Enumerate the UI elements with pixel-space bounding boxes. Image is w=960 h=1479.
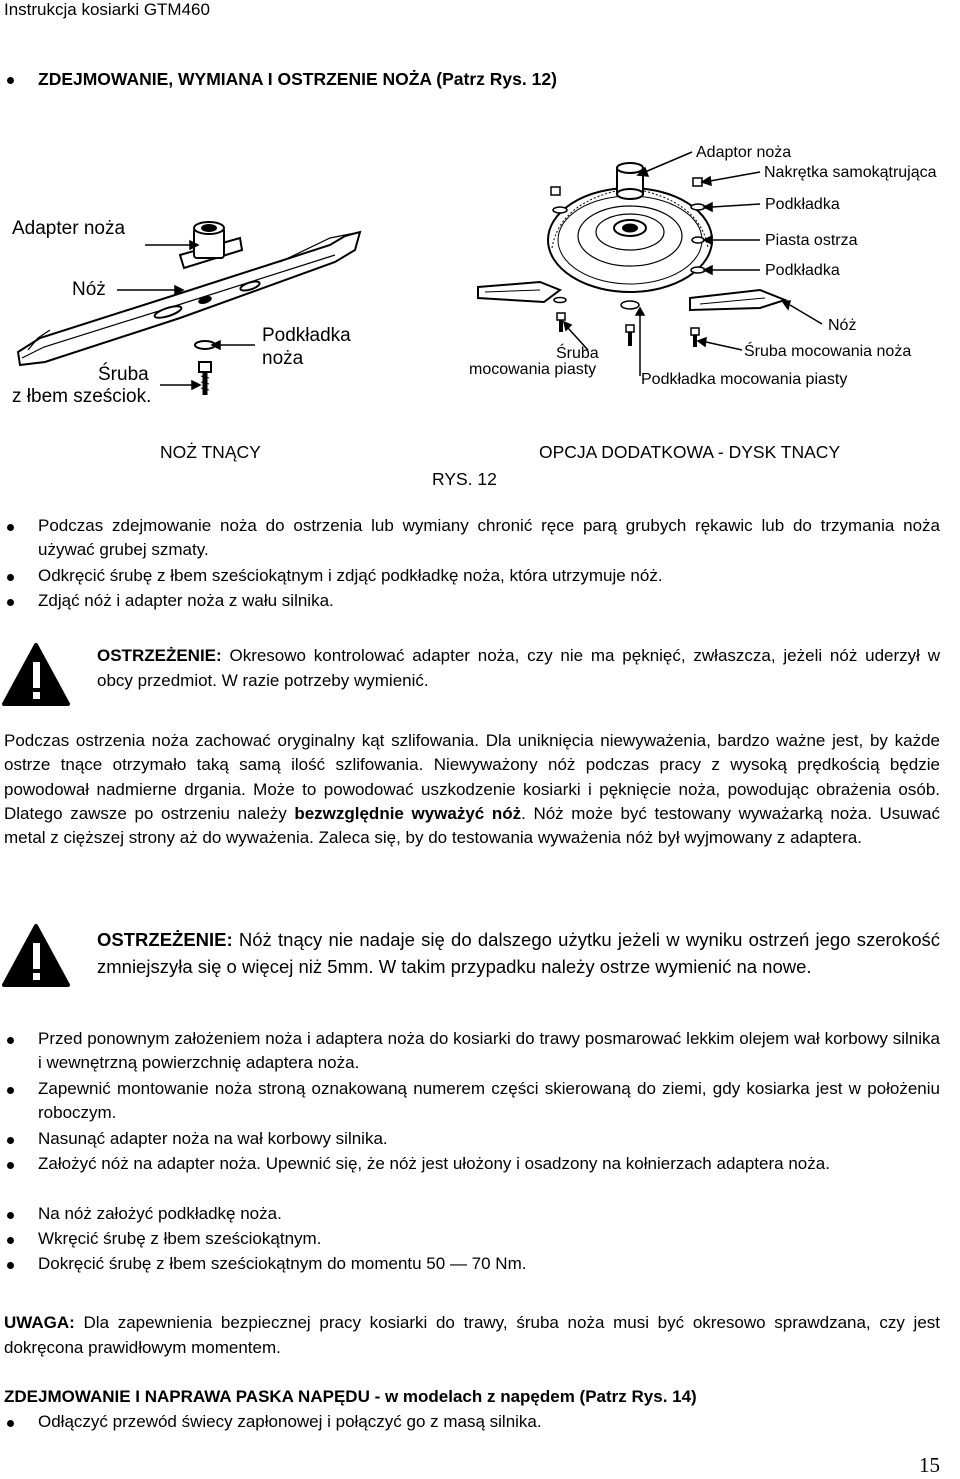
- label-podkladka-mid: Podkładka: [765, 262, 840, 279]
- bullet: [7, 1212, 14, 1219]
- label-adapter: Adapter noża: [12, 218, 126, 239]
- bullet: [7, 1162, 14, 1169]
- bullet: [7, 1137, 14, 1144]
- label-podkladka-2: noża: [262, 348, 304, 369]
- bolt-drawing: [195, 341, 215, 395]
- bullet-text: Odłączyć przewód świecy zapłonowej i połączyć go z masą silnika.: [38, 1412, 542, 1431]
- bullet: [7, 1037, 14, 1044]
- bullet-text: Na nóż założyć podkładkę noża.: [38, 1204, 282, 1223]
- warning-triangle-icon: [2, 923, 82, 993]
- bullet-text: Wkręcić śrubę z łbem sześciokątnym.: [38, 1229, 322, 1248]
- bullet-text: Założyć nóż na adapter noża. Upewnić się, że nóż jest ułożony i osadzony na kołnierzach adaptera noża.: [38, 1154, 830, 1173]
- label-podkladka-piasty: Podkładka mocowania piasty: [641, 371, 848, 388]
- bold-emphasis: bezwzględnie wyważyć nóż: [294, 803, 522, 823]
- label-sruba-2: z łbem sześciok.: [12, 386, 152, 407]
- bullet-text: Zdjąć nóż i adapter noża z wału silnika.: [38, 591, 334, 610]
- bullet: [7, 599, 14, 606]
- bullet-text: Podczas zdejmowanie noża do ostrzenia lub wymiany chronić ręce parą grubych rękawic lub do trzymania noża używać grubej szmaty.: [38, 516, 940, 559]
- note-label: UWAGA:: [4, 1313, 75, 1332]
- bullet: [7, 1262, 14, 1269]
- page-number: 15: [919, 1453, 940, 1477]
- section-title: ZDEJMOWANIE I NAPRAWA PASKA NAPĘDU - w modelach z napędem (Patrz Rys. 14): [4, 1387, 697, 1406]
- bullet-text: Odkręcić śrubę z łbem sześciokątnym i zdjąć podkładkę noża, która utrzymuje nóż.: [38, 566, 663, 585]
- bullet: [7, 1237, 14, 1244]
- bullet-text: Dokręcić śrubę z łbem sześciokątnym do momentu 50 — 70 Nm.: [38, 1254, 527, 1273]
- warning-label: OSTRZEŻENIE:: [97, 646, 222, 665]
- note-text: UWAGA: Dla zapewnienia bezpiecznej pracy kosiarki do trawy, śruba noża musi być okresowo sprawdzana, czy jest dokręcona prawidłowym momentem.: [4, 1313, 940, 1357]
- label-podkladka: Podkładka: [262, 325, 351, 346]
- bullet-text: Przed ponownym założeniem noża i adaptera noża do kosiarki do trawy posmarować lekkim olejem wał korbowy silnika i wewnętrzną powierzchnię adaptera noża.: [38, 1029, 940, 1072]
- bullet: [7, 574, 14, 581]
- label-nakretka: Nakrętka samokątrująca: [764, 164, 937, 181]
- warning-text: OSTRZEŻENIE: Okresowo kontrolować adapter noża, czy nie ma pęknięć, zwłaszcza, jeżeli nóż uderzył w obcy przedmiot. W razie potrzeby wymienić.: [97, 646, 940, 690]
- label-sruba-piasty: Śruba: [556, 345, 599, 362]
- warning-label: OSTRZEŻENIE:: [97, 929, 233, 950]
- label-podkladka-top: Podkładka: [765, 196, 840, 213]
- bullet: [7, 1087, 14, 1094]
- disc-bolts-drawing: [557, 313, 699, 347]
- disc-adaptor-drawing: [617, 163, 643, 199]
- caption-left: NOŻ TNĄCY: [160, 442, 261, 462]
- label-piasta: Piasta ostrza: [765, 232, 858, 249]
- bullet: [7, 1420, 14, 1427]
- caption-right: OPCJA DODATKOWA - DYSK TNACY: [539, 442, 841, 462]
- warning-text: OSTRZEŻENIE: Nóż tnący nie nadaje się do dalszego użytku jeżeli w wyniku ostrzeń jego szerokość zmniejszyła się o więcej niż 5mm. W takim przypadku należy ostrze wymienić na nowe.: [97, 929, 940, 977]
- label-noz-right: Nóż: [828, 317, 857, 334]
- document-header: Instrukcja kosiarki GTM460: [4, 0, 210, 19]
- label-noz: Nóż: [72, 279, 106, 300]
- warning-triangle-icon: [2, 642, 82, 712]
- bullet: [7, 524, 14, 531]
- section-title: ZDEJMOWANIE, WYMIANA I OSTRZENIE NOŻA (Patrz Rys. 12): [38, 69, 557, 89]
- bullet-text: Nasunąć adapter noża na wał korbowy silnika.: [38, 1129, 388, 1148]
- label-sruba-noza: Śruba mocowania noża: [744, 343, 912, 360]
- label-adaptor: Adaptor noża: [696, 144, 792, 161]
- label-sruba: Śruba: [98, 364, 149, 385]
- label-sruba-piasty-2: mocowania piasty: [469, 361, 597, 378]
- figure-number: RYS. 12: [432, 469, 497, 489]
- sharpening-paragraph: Podczas ostrzenia noża zachować oryginalny kąt szlifowania. Dla uniknięcia niewyważenia, bardzo ważne jest, by każde ostrze tnące otrzymało taką samą ilość szlifowania. Niewyważony nóż podczas pracy z wysoką prędkością będzie powodował nadmierne drgania. Może to powodować uszkodzenie kosiarki i pęknięcie noża, powodując obrażenia osób. Dlatego zawsze po ostrzeniu należy bezwzględnie wyważyć nóż. Nóż może być testowany wyważarką noża. Usuwać metal z cięższej strony aż do wyważenia. Zaleca się, by do testowania wyważenia nóż był wyjmowany z adaptera.: [4, 731, 940, 848]
- disc-drawing: [548, 188, 712, 292]
- bullet-text: Zapewnić montowanie noża stroną oznakowaną numerem części skierowaną do ziemi, gdy kosiarka jest w położeniu roboczym.: [38, 1079, 940, 1122]
